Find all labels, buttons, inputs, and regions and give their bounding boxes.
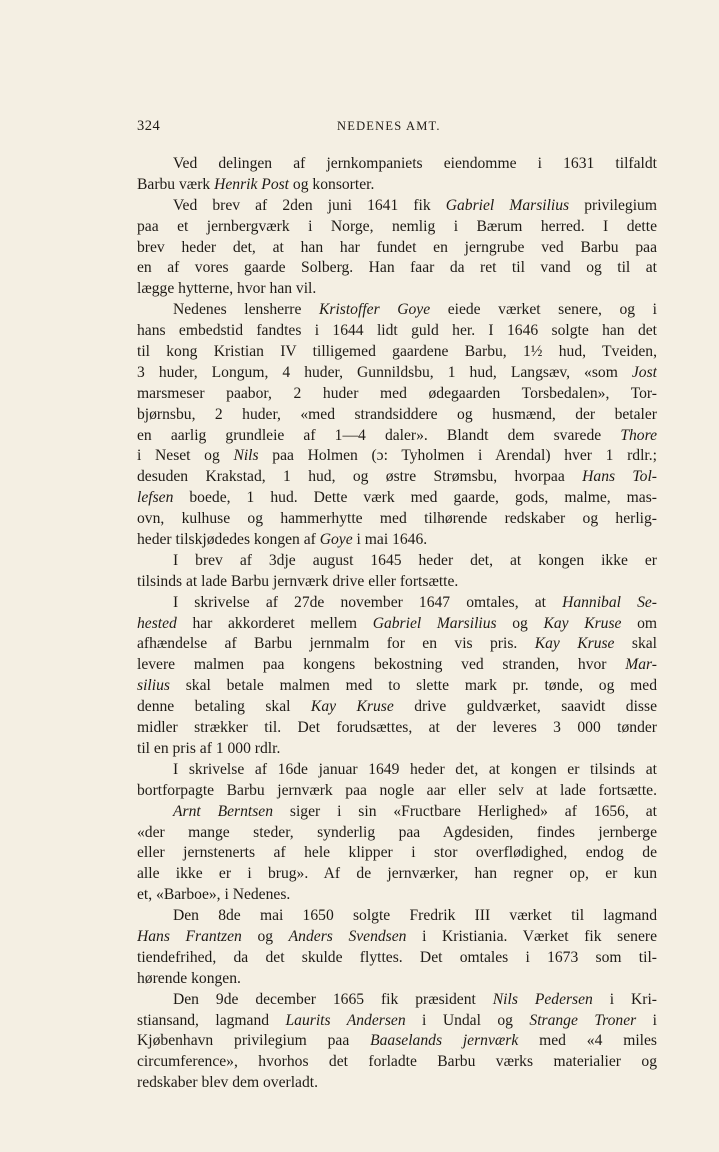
text-line: [137, 509, 657, 530]
text-line: [137, 572, 657, 593]
text-run: paa et jernbergværk i Norge, nemlig i Bærum herred. I dette: [137, 217, 657, 235]
text-line: [137, 238, 657, 259]
text-line: [137, 1073, 657, 1094]
text-run: I brev af 3dje august 1645 heder det, at kongen ikke er: [173, 551, 657, 569]
text-line: [137, 446, 657, 467]
text-line: [137, 1031, 657, 1052]
italic-name: Baaselands jernværk: [370, 1032, 519, 1050]
italic-name: Laurits Andersen: [285, 1011, 406, 1029]
text-run: Ved brev af 2den juni 1641 fik: [173, 196, 446, 214]
text-run: Den 9de december 1665 fik præsident: [173, 990, 493, 1008]
text-line: [137, 321, 657, 342]
text-run: tilsinds at lade Barbu jernværk drive eller fortsætte.: [137, 572, 459, 590]
text-run: og: [496, 614, 544, 632]
text-run: I skrivelse af 27de november 1647 omtales, at: [173, 593, 563, 611]
text-run: og konsorter.: [289, 175, 375, 193]
text-run: boede, 1 hud. Dette værk med gaarde, gods, malme, mas-: [173, 489, 657, 507]
text-line: [137, 196, 657, 217]
text-run: levere malmen paa kongens bekostning ved stranden, hvor: [137, 656, 626, 674]
italic-name: Hannibal Se-: [562, 593, 657, 611]
text-run: Den 8de mai 1650 solgte Fredrik III værket til lagmand: [173, 907, 657, 925]
text-run: alle ikke er i brug». Af de jernværker, han regner op, er kun: [137, 865, 657, 883]
text-line: [137, 990, 657, 1011]
text-run: i: [636, 1011, 657, 1029]
text-run: midler strækker til. Det forudsættes, at der leveres 3 000 tønder: [137, 719, 657, 737]
italic-name: Arnt Berntsen: [173, 802, 274, 820]
text-line: [137, 739, 657, 760]
text-line: [137, 530, 657, 551]
text-run: Kjøbenhavn privilegium paa: [137, 1032, 371, 1050]
text-run: lægge hytterne, hvor han vil.: [137, 280, 317, 298]
italic-name: hested: [137, 614, 177, 632]
text-run: en af vores gaarde Solberg. Han faar da ret til vand og til at: [137, 259, 657, 277]
text-line: [137, 467, 657, 488]
text-run: skal: [614, 635, 657, 653]
text-run: heder tilskjødedes kongen af: [137, 531, 320, 549]
text-line: [137, 300, 657, 321]
text-run: redskaber blev dem overladt.: [137, 1074, 318, 1092]
text-line: [137, 258, 657, 279]
text-line: [137, 614, 657, 635]
text-line: [137, 405, 657, 426]
text-run: bjørnsbu, 2 huder, «med strandsiddere og husmænd, der betaler: [137, 405, 657, 423]
italic-name: Kristoffer Goye: [318, 301, 431, 319]
text-run: et, «Barboe», i Nedenes.: [137, 886, 291, 904]
page-number: 324: [137, 118, 161, 134]
text-line: [137, 969, 657, 990]
text-run: stiansand, lagmand: [137, 1011, 286, 1029]
text-line: [137, 342, 657, 363]
text-line: [137, 676, 657, 697]
text-run: brev heder det, at han har fundet en jerngrube ved Barbu paa: [137, 238, 657, 256]
text-line: [137, 279, 657, 300]
text-line: [137, 655, 657, 676]
text-run: ovn, kulhuse og hammerhytte med tilhørende redskaber og herlig-: [137, 510, 657, 528]
running-head: NEDENES AMT.: [337, 119, 441, 133]
italic-name: Anders Svendsen: [288, 927, 407, 945]
text-run: har akkorderet mellem: [176, 614, 373, 632]
text-line: [137, 760, 657, 781]
text-run: i mai 1646.: [352, 531, 428, 549]
text-line: [137, 864, 657, 885]
text-line: [137, 551, 657, 572]
text-line: [137, 948, 657, 969]
text-line: [137, 885, 657, 906]
text-line: [137, 843, 657, 864]
text-run: marsmeser paabor, 2 huder med ødegaarden Torsbedalen», Tor-: [137, 384, 657, 402]
text-run: med «4 miles: [518, 1032, 657, 1050]
text-line: [137, 488, 657, 509]
text-run: paa Holmen (ɔ: Tyholmen i Arendal) hver 1 rdlr.;: [258, 447, 657, 465]
italic-name: Thore: [620, 426, 657, 444]
italic-name: Gabriel Marsilius: [372, 614, 497, 632]
text-run: hørende kongen.: [137, 969, 241, 987]
italic-name: Kay Kruse: [534, 635, 615, 653]
text-line: [137, 154, 657, 175]
text-run: i Undal og: [405, 1011, 530, 1029]
text-run: Nedenes lensherre: [173, 301, 319, 319]
text-line: [137, 426, 657, 447]
italic-name: Mar-: [625, 656, 657, 674]
italic-name: Henrik Post: [214, 175, 290, 193]
text-line: [137, 175, 657, 196]
italic-name: lefsen: [137, 489, 174, 507]
text-run: i Kristiania. Værket fik senere: [406, 927, 657, 945]
italic-name: Nils: [233, 447, 259, 465]
italic-name: Jost: [631, 363, 657, 381]
text-run: hans embedstid fandtes i 1644 lidt guld her. I 1646 solgte han det: [137, 322, 657, 340]
italic-name: Nils Pedersen: [492, 990, 593, 1008]
text-run: Barbu værk: [137, 175, 215, 193]
text-line: [137, 718, 657, 739]
text-line: [137, 1052, 657, 1073]
italic-name: Kay Kruse: [310, 698, 394, 716]
italic-name: Hans Frantzen: [137, 927, 242, 945]
text-run: skal betale malmen med to slette mark pr. tønde, og med: [169, 677, 657, 695]
text-run: en aarlig grundleie af 1—4 daler». Blandt dem svarede: [137, 426, 621, 444]
page-header: [137, 118, 657, 140]
text-run: drive guldværket, saavidt disse: [393, 698, 657, 716]
text-line: [137, 927, 657, 948]
text-run: circumference», hvorhos det forladte Barbu værks materialier og: [137, 1053, 657, 1071]
text-run: om: [621, 614, 657, 632]
italic-name: silius: [137, 677, 170, 695]
text-line: [137, 634, 657, 655]
text-run: og: [241, 927, 289, 945]
text-run: i Neset og: [137, 447, 234, 465]
body-text: [137, 154, 657, 1094]
text-run: tiendefrihed, da det skulde flyttes. Det omtales i 1673 som til-: [137, 948, 657, 966]
text-line: [137, 363, 657, 384]
text-run: privilegium: [569, 196, 657, 214]
italic-name: Goye: [319, 531, 353, 549]
text-line: [137, 802, 657, 823]
text-run: afhændelse af Barbu jernmalm for en vis pris.: [137, 635, 535, 653]
text-run: desuden Krakstad, 1 hud, og østre Strømsbu, hvorpaa: [137, 468, 583, 486]
text-run: eiede værket senere, og i: [430, 301, 657, 319]
text-line: [137, 384, 657, 405]
text-line: [137, 1011, 657, 1032]
text-line: [137, 697, 657, 718]
text-run: til kong Kristian IV tilligemed gaardene Barbu, 1½ hud, Tveiden,: [137, 343, 657, 361]
italic-name: Kay Kruse: [543, 614, 622, 632]
text-run: til en pris af 1 000 rdlr.: [137, 739, 281, 757]
text-line: [137, 217, 657, 238]
italic-name: Strange Troner: [529, 1011, 637, 1029]
text-run: «der mange steder, synderlig paa Agdesiden, findes jernberge: [137, 823, 657, 841]
text-run: Ved delingen af jernkompaniets eiendomme i 1631 tilfaldt: [173, 155, 657, 172]
text-line: [137, 906, 657, 927]
text-run: denne betaling skal: [137, 698, 311, 716]
text-run: siger i sin «Fructbare Herlighed» af 1656, at: [273, 802, 657, 820]
text-run: 3 huder, Longum, 4 huder, Gunnildsbu, 1 hud, Langsæv, «som: [137, 363, 632, 381]
text-line: [137, 823, 657, 844]
text-line: [137, 593, 657, 614]
text-line: [137, 781, 657, 802]
text-run: eller jernstenerts af hele klipper i stor overflødighed, endog de: [137, 844, 657, 862]
text-run: bortforpagte Barbu jernværk paa nogle aar eller selv at lade fortsætte.: [137, 781, 657, 799]
italic-name: Gabriel Marsilius: [445, 196, 570, 214]
text-run: I skrivelse af 16de januar 1649 heder det, at kongen er tilsinds at: [173, 760, 657, 778]
italic-name: Hans Tol-: [582, 468, 657, 486]
text-run: i Kri-: [592, 990, 657, 1008]
